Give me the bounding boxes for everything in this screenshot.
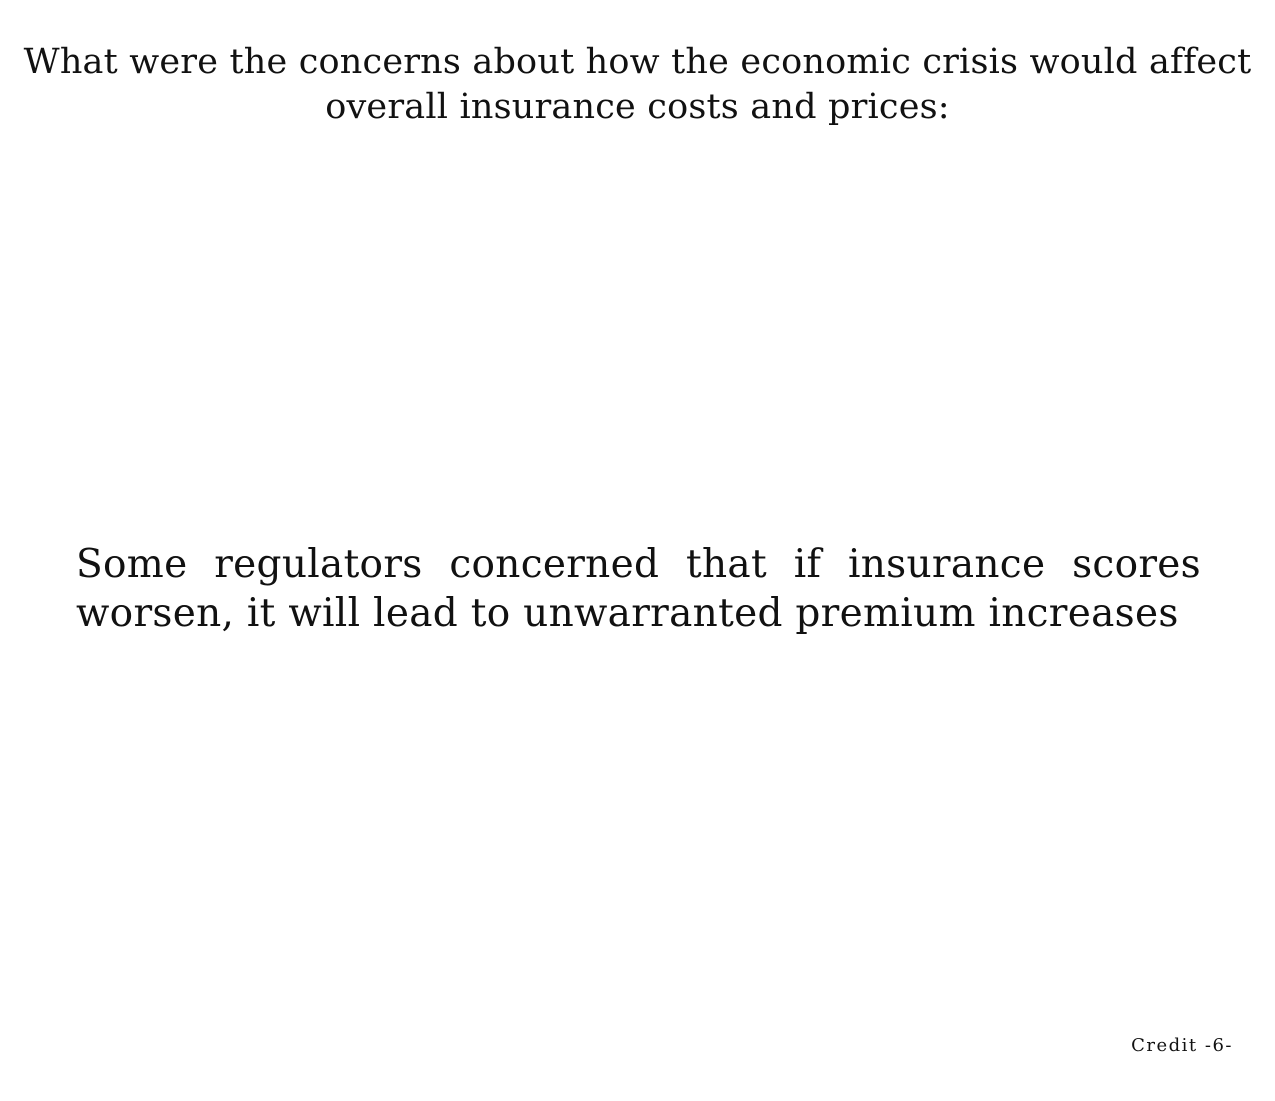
slide-title: What were the concerns about how the economic crisis would affect overall insurance costs and prices: <box>23 42 1252 127</box>
slide-body-text: Some regulators concerned that if insurance scores worsen, it will lead to unwarranted premium increases <box>76 542 1201 636</box>
slide-footer-label: Credit -6- <box>1131 1035 1233 1056</box>
